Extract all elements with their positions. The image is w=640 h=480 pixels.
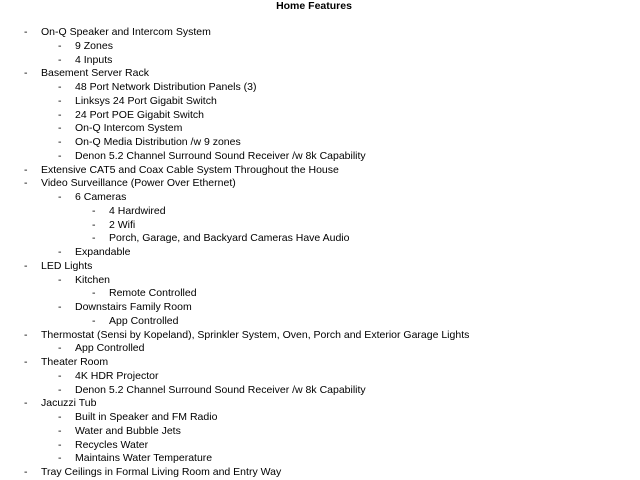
list-item-text: 24 Port POE Gigabit Switch: [75, 108, 204, 121]
sub-list-item: [0, 301, 640, 315]
bullet-dash: -: [58, 369, 62, 382]
bullet-dash: -: [24, 466, 28, 478]
bullet-dash: -: [58, 149, 62, 162]
list-item-text: Kitchen: [75, 273, 111, 286]
sub-list-item: [0, 95, 640, 109]
list-item-text: Tray Ceilings in Formal Living Room and Entry Way: [41, 466, 282, 478]
list-item: [0, 397, 640, 411]
bullet-dash: -: [58, 452, 62, 465]
sub-list-item: [0, 342, 640, 356]
bullet-dash: -: [58, 122, 62, 135]
list-item-text: Theater Room: [41, 356, 109, 368]
bullet-dash: -: [24, 177, 28, 190]
bullet-dash: -: [58, 191, 62, 203]
list-item-text: 4 Hardwired: [109, 204, 166, 217]
list-item-text: Basement Server Rack: [41, 67, 149, 80]
bullet-dash: -: [58, 81, 62, 93]
sub-list-item: [0, 54, 640, 68]
bullet-dash: -: [58, 136, 62, 148]
list-item: [0, 260, 640, 274]
page-title: Home Features: [276, 0, 352, 12]
list-item-text: Denon 5.2 Channel Surround Sound Receiver /w 8k Capability: [75, 149, 366, 162]
list-item: [0, 67, 640, 81]
bullet-dash: -: [24, 328, 28, 341]
bullet-dash: -: [24, 397, 28, 410]
list-item-text: Thermostat (Sensi by Kopeland), Sprinkler System, Oven, Porch and Exterior Garage Lights: [41, 328, 470, 341]
list-item-text: 2 Wifi: [109, 218, 136, 231]
list-item-text: Downstairs Family Room: [75, 301, 192, 313]
bullet-dash: -: [58, 411, 62, 423]
bullet-dash: -: [92, 232, 96, 245]
bullet-dash: -: [24, 26, 28, 38]
sub-sub-list-item: [0, 315, 640, 329]
bullet-dash: -: [24, 67, 28, 80]
sub-list-item: [0, 246, 640, 260]
bullet-dash: -: [58, 246, 62, 258]
list-item-text: On-Q Intercom System: [75, 122, 183, 135]
list-item-text: App Controlled: [75, 342, 145, 355]
sub-list-item: [0, 411, 640, 425]
feature-list: [0, 26, 640, 480]
sub-list-item: [0, 452, 640, 466]
sub-list-item: [0, 191, 640, 205]
sub-list-item: [0, 109, 640, 123]
sub-sub-list-item: [0, 219, 640, 233]
sub-sub-list-item: [0, 205, 640, 219]
list-item: [0, 26, 640, 40]
sub-list-item: [0, 384, 640, 398]
bullet-dash: -: [58, 342, 62, 355]
list-item-text: 9 Zones: [75, 39, 113, 52]
list-item-text: Extensive CAT5 and Coax Cable System Throughout the House: [41, 163, 339, 176]
bullet-dash: -: [24, 356, 28, 368]
list-item-text: 6 Cameras: [75, 191, 127, 203]
sub-list-item: [0, 425, 640, 439]
bullet-dash: -: [58, 53, 62, 66]
sub-sub-list-item: [0, 287, 640, 301]
bullet-dash: -: [92, 287, 96, 300]
list-item-text: Linksys 24 Port Gigabit Switch: [75, 94, 217, 107]
bullet-dash: -: [24, 259, 28, 272]
list-item-text: On-Q Media Distribution /w 9 zones: [75, 136, 241, 148]
list-item: [0, 177, 640, 191]
bullet-dash: -: [58, 39, 62, 52]
sub-list-item: [0, 274, 640, 288]
list-item-text: Water and Bubble Jets: [75, 424, 181, 437]
list-item-text: Jacuzzi Tub: [41, 397, 97, 410]
sub-list-item: [0, 81, 640, 95]
list-item-text: Built in Speaker and FM Radio: [75, 411, 218, 423]
bullet-dash: -: [24, 163, 28, 176]
list-item: [0, 356, 640, 370]
bullet-dash: -: [92, 314, 96, 327]
list-item: [0, 164, 640, 178]
bullet-dash: -: [58, 108, 62, 121]
list-item-text: Expandable: [75, 246, 131, 258]
list-item-text: Video Surveillance (Power Over Ethernet): [41, 177, 236, 190]
sub-list-item: [0, 136, 640, 150]
list-item-text: 48 Port Network Distribution Panels (3): [75, 81, 257, 93]
list-item-text: 4 Inputs: [75, 53, 113, 66]
bullet-dash: -: [92, 218, 96, 231]
bullet-dash: -: [58, 383, 62, 396]
sub-list-item: [0, 439, 640, 453]
list-item-text: LED Lights: [41, 259, 93, 272]
list-item-text: Remote Controlled: [109, 287, 197, 300]
sub-list-item: [0, 370, 640, 384]
sub-list-item: [0, 150, 640, 164]
sub-list-item: [0, 122, 640, 136]
list-item-text: Recycles Water: [75, 438, 149, 451]
list-item: [0, 329, 640, 343]
list-item-text: App Controlled: [109, 314, 179, 327]
list-item-text: Maintains Water Temperature: [75, 452, 213, 465]
bullet-dash: -: [58, 438, 62, 451]
list-item-text: Denon 5.2 Channel Surround Sound Receiver /w 8k Capability: [75, 383, 366, 396]
bullet-dash: -: [92, 204, 96, 217]
bullet-dash: -: [58, 424, 62, 437]
sub-sub-list-item: [0, 232, 640, 246]
bullet-dash: -: [58, 301, 62, 313]
bullet-dash: -: [58, 94, 62, 107]
list-item-text: 4K HDR Projector: [75, 369, 159, 382]
list-item: [0, 466, 640, 480]
sub-list-item: [0, 40, 640, 54]
list-item-text: Porch, Garage, and Backyard Cameras Have Audio: [109, 232, 350, 245]
list-item-text: On-Q Speaker and Intercom System: [41, 26, 211, 38]
bullet-dash: -: [58, 273, 62, 286]
